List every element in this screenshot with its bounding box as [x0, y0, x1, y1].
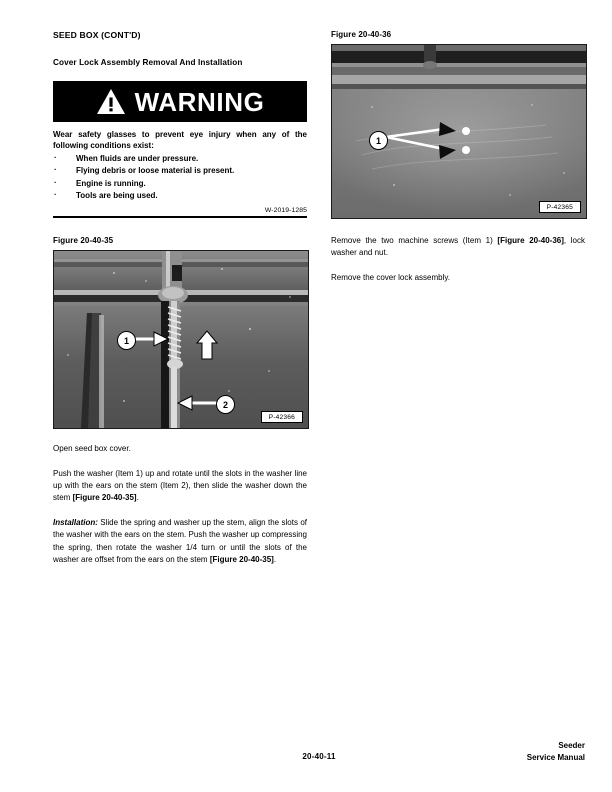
paragraph-remove-cover-lock: Remove the cover lock assembly. [331, 272, 451, 282]
warning-condition-text: Tools are being used. [76, 190, 158, 200]
warning-condition-text: Engine is running. [76, 178, 146, 188]
paragraph-remove-screws-text: Remove the two machine screws (Item 1) [331, 236, 498, 245]
warning-condition-list [53, 153, 307, 203]
warning-block [53, 81, 307, 218]
figure-right-photo-code: P-42365 [539, 201, 581, 213]
figure-left-image [53, 250, 309, 429]
figure-left-photo-code: P-42366 [261, 411, 303, 423]
paragraph-installation-end: . [273, 555, 277, 565]
paragraph-remove-screws-end: , lock washer and nut. [331, 236, 585, 258]
warning-intro-text: Wear safety glasses to prevent eye injury when any of the following conditions exist: [53, 130, 307, 151]
manual-name: Seeder [558, 741, 585, 750]
paragraph-push-washer-text: Push the washer (Item 1) up and rotate until the slots in the washer line up with the ears on the stem (Item 2), then slide the washer down the stem [53, 468, 307, 503]
warning-label: WARNING [134, 86, 265, 117]
callout-2-label: 2 [222, 399, 228, 410]
section-title: SEED BOX (CONT'D) [53, 30, 141, 40]
figure-reference: [Figure 20-40-35] [209, 555, 274, 565]
installation-lead: Installation: [53, 517, 98, 527]
manual-type: Service Manual [526, 753, 585, 762]
figure-reference: [Figure 20-40-36] [497, 236, 564, 245]
subsection-title: Cover Lock Assembly Removal And Installation [53, 58, 243, 67]
bullet-marker: · [54, 189, 57, 199]
seed-box-stem-photo [54, 251, 308, 428]
warning-condition-item [53, 178, 307, 190]
right-column-text [331, 235, 585, 284]
right-column [331, 30, 585, 296]
bullet-marker: · [54, 177, 57, 187]
figure-left [53, 236, 307, 429]
warning-code: W-2019-1285 [264, 207, 307, 215]
warning-condition-item [53, 165, 307, 177]
bullet-marker: · [54, 165, 57, 175]
figure-right-caption: Figure 20-40-36 [331, 30, 392, 39]
warning-banner [53, 81, 307, 122]
paragraph-remove-screws [331, 235, 585, 260]
callout-1-label: 1 [375, 135, 381, 146]
machine-screws-photo [332, 45, 586, 218]
figure-left-caption: Figure 20-40-35 [53, 236, 114, 246]
page-number: 20-40-11 [302, 752, 336, 761]
warning-triangle-icon [96, 88, 126, 115]
figure-right-image [331, 44, 587, 219]
paragraph-push-washer [53, 468, 307, 505]
paragraph-open-cover: Open seed box cover. [53, 444, 131, 454]
left-column-text [53, 443, 307, 566]
callout-1 [369, 131, 388, 150]
figure-reference: [Figure 20-40-35] [72, 493, 137, 503]
figure-right [331, 30, 585, 219]
paragraph-installation-text: Slide the spring and washer up the stem, align the slots of the washer with the ears on the stem. Push the washer up compressing the spring, then rotate the washer 1/4 turn or until the slots of the washer are offset from the ears on the stem [53, 517, 307, 565]
page-footer [53, 740, 585, 766]
paragraph-push-washer-end: . [136, 493, 139, 503]
callout-1-label: 1 [123, 335, 129, 346]
warning-condition-text: Flying debris or loose material is present. [76, 166, 235, 176]
warning-condition-item [53, 190, 307, 202]
left-column [53, 30, 307, 578]
bullet-marker: · [54, 152, 57, 162]
warning-bottom-rule [53, 216, 307, 218]
warning-condition-item [53, 153, 307, 165]
paragraph-installation [53, 517, 307, 567]
warning-condition-text: When fluids are under pressure. [76, 153, 199, 163]
